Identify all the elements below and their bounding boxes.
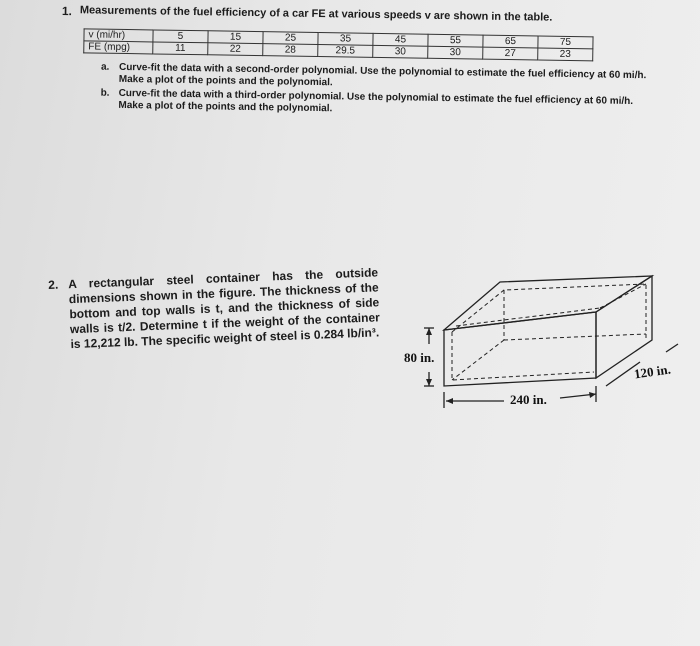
- table-cell: 25: [263, 32, 318, 45]
- table-cell: 55: [428, 34, 483, 47]
- problem-1-title: [62, 4, 682, 28]
- table-cell: 65: [483, 35, 538, 48]
- table-cell: 45: [373, 33, 428, 46]
- problem-1-parts: [100, 62, 661, 121]
- table-cell: 5: [153, 30, 208, 43]
- table-header-efficiency: FE (mpg): [84, 41, 153, 54]
- part-text: Curve-fit the data with a second-order polynomial. Use the polynomial to estimate the fuel efficiency at 60 mi/h. Make a plot of the points and the polynomial.: [118, 61, 647, 89]
- table-cell: 22: [208, 43, 263, 56]
- table-cell: 30: [428, 46, 483, 59]
- width-label: 120 in.: [633, 361, 672, 382]
- table-cell: 28: [263, 44, 318, 57]
- table-cell: 35: [318, 33, 373, 46]
- part-letter: a.: [100, 61, 110, 73]
- hidden-edge: [452, 332, 594, 380]
- problem-2-number: 2.: [48, 277, 59, 292]
- problem-1-statement: Measurements of the fuel efficiency of a car FE at various speeds v are shown in the table.: [79, 4, 553, 24]
- table-cell: 11: [153, 42, 208, 55]
- part-text: Curve-fit the data with a third-order polynomial. Use the polynomial to estimate the fuel efficiency at 60 mi/h. Make a plot of the points and the polynomial.: [118, 87, 634, 115]
- table-cell: 15: [208, 31, 263, 44]
- problem-2: [48, 265, 401, 353]
- fuel-efficiency-table: [83, 28, 593, 61]
- height-label: 80 in.: [404, 350, 435, 365]
- hidden-edge: [504, 334, 646, 340]
- box-top-face: [444, 276, 652, 330]
- hidden-edge: [456, 308, 600, 326]
- part-letter: b.: [100, 87, 110, 99]
- length-label: 240 in.: [510, 392, 547, 407]
- hidden-edge: [600, 284, 646, 308]
- table-cell: 75: [538, 36, 593, 49]
- box-right-face: [596, 276, 652, 378]
- table-header-speed: v (mi/hr): [84, 29, 153, 42]
- hidden-edge: [452, 284, 646, 338]
- table-cell: 30: [373, 45, 428, 58]
- problem-1-number: 1.: [61, 4, 73, 19]
- table-cell: 23: [538, 48, 593, 61]
- problem-1: [60, 4, 682, 123]
- hidden-edge: [452, 340, 504, 380]
- table-cell: 27: [483, 47, 538, 60]
- box-front-face: [444, 312, 596, 386]
- container-figure: [400, 268, 690, 418]
- table-cell: 29.5: [318, 45, 373, 58]
- problem-2-statement: A rectangular steel container has the outside dimensions shown in the figure. The thickness of the bottom and top walls is t, and the thickness of side walls is t/2. Determine t if the weight of the container is 12,212 lb. The specific weight of steel is 0.284 lb/in³.: [68, 265, 381, 352]
